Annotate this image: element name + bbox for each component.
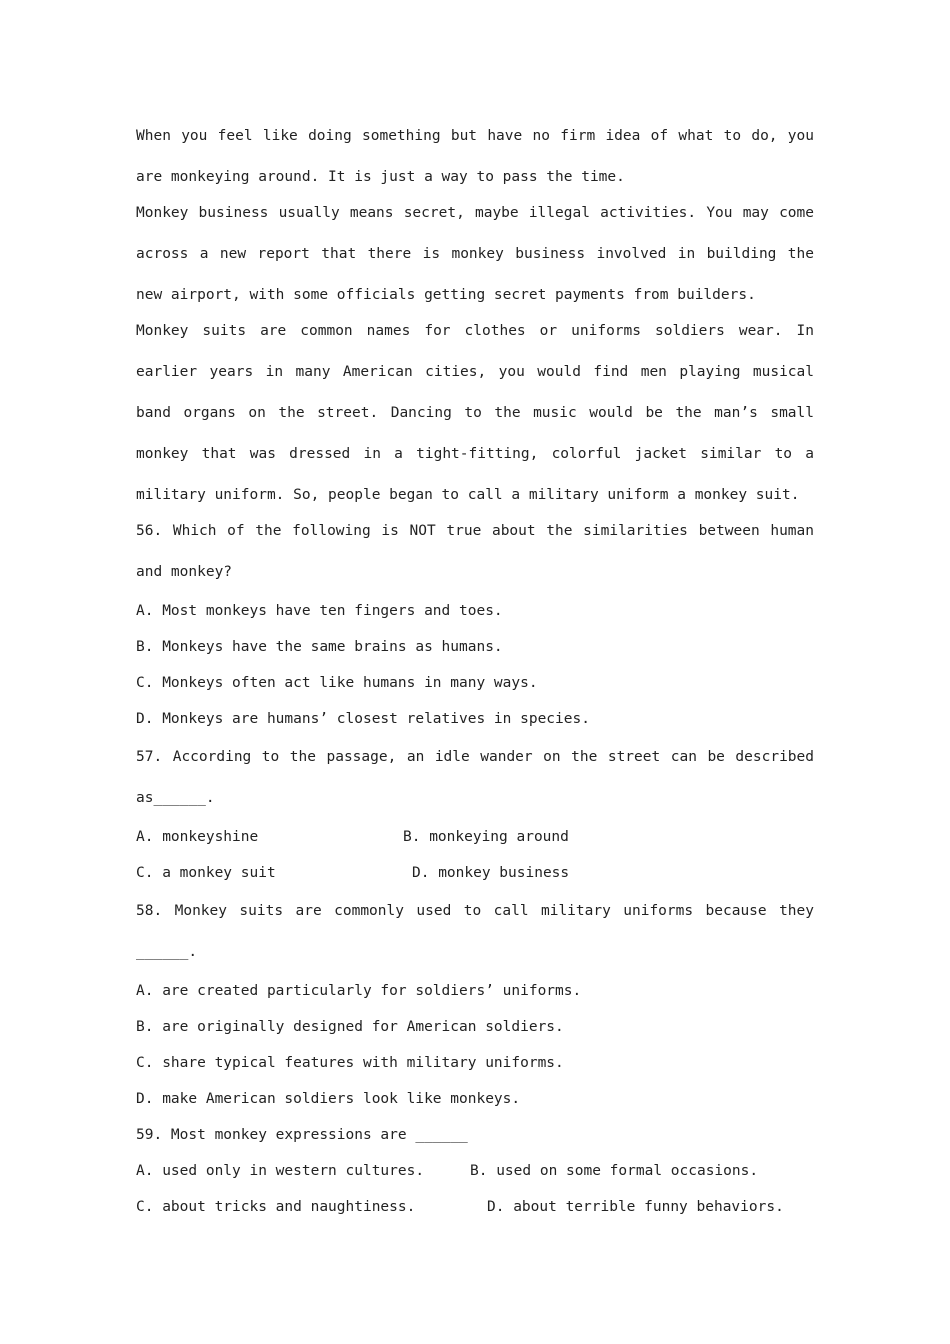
question-stem: 59. Most monkey expressions are ______	[136, 1127, 468, 1143]
question-57	[136, 737, 814, 891]
passage-paragraph-1: When you feel like doing something but have no firm idea of what to do, you are monkeying around. It is just a way to pass the time.	[136, 128, 814, 185]
option-a: A. monkeyshine	[136, 829, 259, 845]
question-stem: 56. Which of the following is NOT true about the similarities between human and monkey?	[136, 523, 814, 580]
options-row-2	[136, 1189, 814, 1225]
options-row-2	[136, 855, 814, 891]
question-stem: 57. According to the passage, an idle wander on the street can be described as______.	[136, 749, 814, 806]
document-page	[136, 116, 814, 1225]
option-b: B. monkeying around	[403, 829, 569, 845]
option-d: D. monkey business	[412, 865, 570, 881]
question-59	[136, 1117, 814, 1225]
options-row-1	[136, 819, 814, 855]
option-a: A. used only in western cultures.	[136, 1163, 425, 1179]
option-d: D. Monkeys are humans’ closest relatives in species.	[136, 711, 590, 727]
option-a: A. are created particularly for soldiers’ uniforms.	[136, 983, 582, 999]
option-d: D. make American soldiers look like monkeys.	[136, 1091, 521, 1107]
option-a: A. Most monkeys have ten fingers and toes.	[136, 603, 503, 619]
option-b: B. are originally designed for American soldiers.	[136, 1019, 564, 1035]
passage-paragraph-2: Monkey business usually means secret, maybe illegal activities. You may come across a new report that there is monkey business involved in building the new airport, with some officials getting secret payments from builders.	[136, 205, 814, 303]
question-stem: 58. Monkey suits are commonly used to call military uniforms because they ______.	[136, 903, 814, 960]
option-c: C. Monkeys often act like humans in many ways.	[136, 675, 538, 691]
option-c: C. a monkey suit	[136, 865, 276, 881]
passage-paragraph-3: Monkey suits are common names for clothes or uniforms soldiers wear. In earlier years in many American cities, you would find men playing musical band organs on the street. Dancing to the music would be the man’s small monkey that was dressed in a tight-fitting, colorful jacket similar to a military uniform. So, people began to call a military uniform a monkey suit.	[136, 323, 814, 503]
option-b: B. Monkeys have the same brains as humans.	[136, 639, 503, 655]
option-d: D. about terrible funny behaviors.	[487, 1199, 784, 1215]
question-56	[136, 511, 814, 737]
options-row-1	[136, 1153, 814, 1189]
option-c: C. share typical features with military uniforms.	[136, 1055, 564, 1071]
option-c: C. about tricks and naughtiness.	[136, 1199, 416, 1215]
option-b: B. used on some formal occasions.	[470, 1163, 759, 1179]
question-58	[136, 891, 814, 1117]
